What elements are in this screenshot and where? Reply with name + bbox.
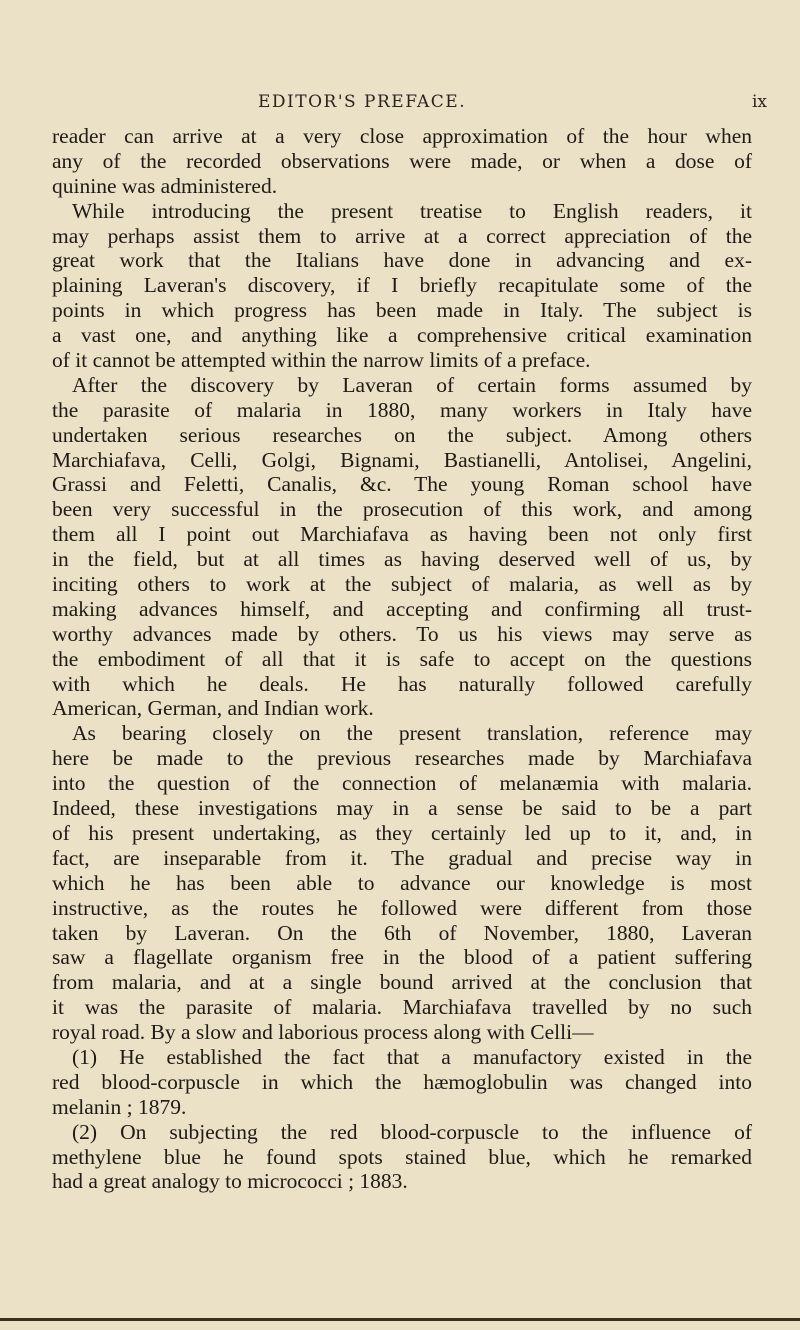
text-line: with which he deals. He has naturally followed carefully bbox=[52, 671, 752, 696]
text-line: the parasite of malaria in 1880, many workers in Italy have bbox=[52, 397, 752, 422]
text-line: royal road. By a slow and laborious process along with Celli— bbox=[52, 1020, 594, 1045]
text-line: it was the parasite of malaria. Marchiafava travelled by no such bbox=[52, 995, 752, 1020]
text-line: from malaria, and at a single bound arrived at the conclusion that bbox=[52, 970, 752, 995]
page-number: ix bbox=[752, 92, 768, 112]
text-line: Indeed, these investigations may in a sense be said to be a part bbox=[52, 796, 752, 821]
text-line: red blood-corpuscle in which the hæmoglobulin was changed into bbox=[52, 1069, 752, 1094]
text-line: While introducing the present treatise to English readers, it bbox=[72, 198, 752, 223]
text-line: plaining Laveran's discovery, if I briefly recapitulate some of the bbox=[52, 273, 752, 298]
text-line: in the field, but at all times as having deserved well of us, by bbox=[52, 547, 752, 572]
text-line: methylene blue he found spots stained blue, which he remarked bbox=[52, 1144, 752, 1169]
text-line: Marchiafava, Celli, Golgi, Bignami, Bastianelli, Antolisei, Angelini, bbox=[52, 447, 752, 472]
text-line: (2) On subjecting the red blood-corpuscle to the influence of bbox=[72, 1119, 752, 1144]
text-line: had a great analogy to micrococci ; 1883. bbox=[52, 1169, 408, 1194]
text-line: (1) He established the fact that a manufactory existed in the bbox=[72, 1044, 752, 1069]
text-line: any of the recorded observations were made, or when a dose of bbox=[52, 148, 752, 173]
body-text bbox=[52, 124, 752, 1194]
text-line: After the discovery by Laveran of certain forms assumed by bbox=[72, 372, 752, 397]
text-line: of his present undertaking, as they certainly led up to it, and, in bbox=[52, 820, 752, 845]
text-line: into the question of the connection of melanæmia with malaria. bbox=[52, 771, 752, 796]
text-line: undertaken serious researches on the subject. Among others bbox=[52, 422, 752, 447]
text-line: great work that the Italians have done in advancing and ex- bbox=[52, 248, 752, 273]
text-line: inciting others to work at the subject of malaria, as well as by bbox=[52, 572, 752, 597]
text-line: As bearing closely on the present translation, reference may bbox=[72, 721, 752, 746]
text-line: been very successful in the prosecution of this work, and among bbox=[52, 497, 752, 522]
page-bottom-edge bbox=[0, 1318, 800, 1321]
text-line: may perhaps assist them to arrive at a correct appreciation of the bbox=[52, 223, 752, 248]
text-line: which he has been able to advance our knowledge is most bbox=[52, 870, 752, 895]
text-line: worthy advances made by others. To us his views may serve as bbox=[52, 621, 752, 646]
text-line: the embodiment of all that it is safe to accept on the questions bbox=[52, 646, 752, 671]
text-line: taken by Laveran. On the 6th of November, 1880, Laveran bbox=[52, 920, 752, 945]
text-line: here be made to the previous researches made by Marchiafava bbox=[52, 746, 752, 771]
text-line: Grassi and Feletti, Canalis, &c. The young Roman school have bbox=[52, 472, 752, 497]
running-title: EDITOR'S PREFACE. bbox=[258, 92, 467, 112]
text-line: a vast one, and anything like a comprehensive critical examination bbox=[52, 323, 752, 348]
text-line: reader can arrive at a very close approximation of the hour when bbox=[52, 124, 752, 148]
text-line: melanin ; 1879. bbox=[52, 1094, 187, 1119]
text-line: them all I point out Marchiafava as having been not only first bbox=[52, 522, 752, 547]
text-line: saw a flagellate organism free in the blood of a patient suffering bbox=[52, 945, 752, 970]
text-line: quinine was administered. bbox=[52, 173, 278, 198]
text-line: American, German, and Indian work. bbox=[52, 696, 374, 721]
text-line: fact, are inseparable from it. The gradual and precise way in bbox=[52, 845, 752, 870]
text-line: of it cannot be attempted within the narrow limits of a preface. bbox=[52, 348, 591, 373]
text-line: instructive, as the routes he followed were different from those bbox=[52, 895, 752, 920]
text-line: points in which progress has been made in Italy. The subject is bbox=[52, 298, 752, 323]
text-line: making advances himself, and accepting and confirming all trust- bbox=[52, 596, 752, 621]
